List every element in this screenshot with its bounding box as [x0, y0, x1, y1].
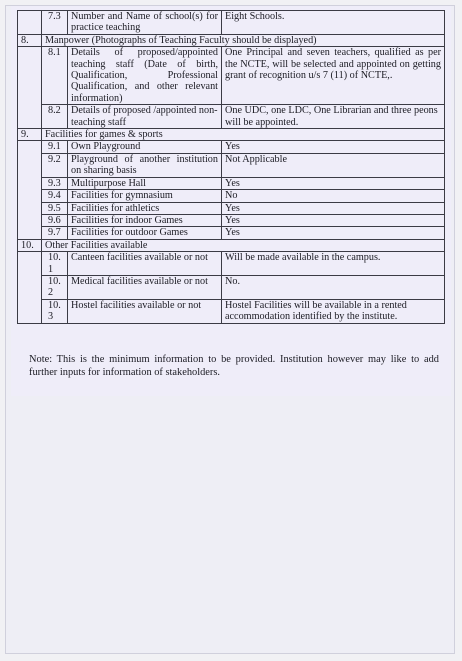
table-row [18, 190, 445, 202]
item-value: Yes [222, 227, 445, 239]
footnote: Note: This is the minimum information to be provided. Institution however may like to add further inputs for information of stakeholders. [29, 354, 439, 378]
item-number: 9.7 [42, 227, 68, 239]
section-title: Manpower (Photographs of Teaching Faculty should be displayed) [42, 34, 445, 46]
section-number: 8. [18, 34, 42, 46]
table-row [18, 141, 445, 153]
item-value: Yes [222, 141, 445, 153]
table-row [18, 214, 445, 226]
item-label: Playground of another institution on sharing basis [68, 153, 222, 177]
item-value: Yes [222, 202, 445, 214]
table-row [18, 202, 445, 214]
section-number: 9. [18, 129, 42, 141]
item-value: Will be made available in the campus. [222, 252, 445, 276]
section-number-cell [18, 252, 42, 323]
item-value: One Principal and seven teachers, qualified as per the NCTE, will be selected and appointed on getting grant of recognition u/s 7 (11) of NCTE,. [222, 47, 445, 105]
table-row [18, 11, 445, 35]
item-label: Details of proposed /appointed non-teaching staff [68, 105, 222, 129]
item-number: 9.1 [42, 141, 68, 153]
scanned-page [11, 6, 451, 396]
item-label: Facilities for athletics [68, 202, 222, 214]
item-label: Multipurpose Hall [68, 177, 222, 189]
section-number-cell [18, 47, 42, 129]
item-number: 8.2 [42, 105, 68, 129]
item-number: 8.1 [42, 47, 68, 105]
item-value: One UDC, one LDC, One Librarian and three peons will be appointed. [222, 105, 445, 129]
section-header-row [18, 129, 445, 141]
item-number: 9.2 [42, 153, 68, 177]
document-frame [5, 5, 455, 654]
section-number-cell [18, 141, 42, 239]
item-label: Hostel facilities available or not [68, 299, 222, 323]
item-label: Own Playground [68, 141, 222, 153]
section-title: Other Facilities available [42, 239, 445, 251]
table-row [18, 227, 445, 239]
item-label: Facilities for outdoor Games [68, 227, 222, 239]
table-row [18, 47, 445, 105]
table-row [18, 275, 445, 299]
item-number: 10.3 [42, 299, 68, 323]
section-title: Facilities for games & sports [42, 129, 445, 141]
item-label: Medical facilities available or not [68, 275, 222, 299]
table-row [18, 105, 445, 129]
section-number-cell [18, 11, 42, 35]
table-row [18, 299, 445, 323]
information-table [17, 10, 445, 324]
item-label: Details of proposed/appointed teaching staff (Date of birth, Qualification, Professional Qualification, and other relevant information) [68, 47, 222, 105]
item-label: Number and Name of school(s) for practice teaching [68, 11, 222, 35]
item-number: 9.6 [42, 214, 68, 226]
item-value: Not Applicable [222, 153, 445, 177]
section-header-row [18, 239, 445, 251]
item-label: Facilities for indoor Games [68, 214, 222, 226]
item-number: 9.3 [42, 177, 68, 189]
section-header-row [18, 34, 445, 46]
item-number: 7.3 [42, 11, 68, 35]
table-row [18, 252, 445, 276]
item-value: No [222, 190, 445, 202]
table-row [18, 153, 445, 177]
table-row [18, 177, 445, 189]
item-number: 9.5 [42, 202, 68, 214]
item-value: Yes [222, 177, 445, 189]
item-number: 9.4 [42, 190, 68, 202]
item-number: 10.1 [42, 252, 68, 276]
item-value: No. [222, 275, 445, 299]
item-value: Eight Schools. [222, 11, 445, 35]
item-value: Hostel Facilities will be available in a rented accommodation identified by the institute. [222, 299, 445, 323]
item-label: Canteen facilities available or not [68, 252, 222, 276]
item-value: Yes [222, 214, 445, 226]
item-label: Facilities for gymnasium [68, 190, 222, 202]
item-number: 10.2 [42, 275, 68, 299]
section-number: 10. [18, 239, 42, 251]
